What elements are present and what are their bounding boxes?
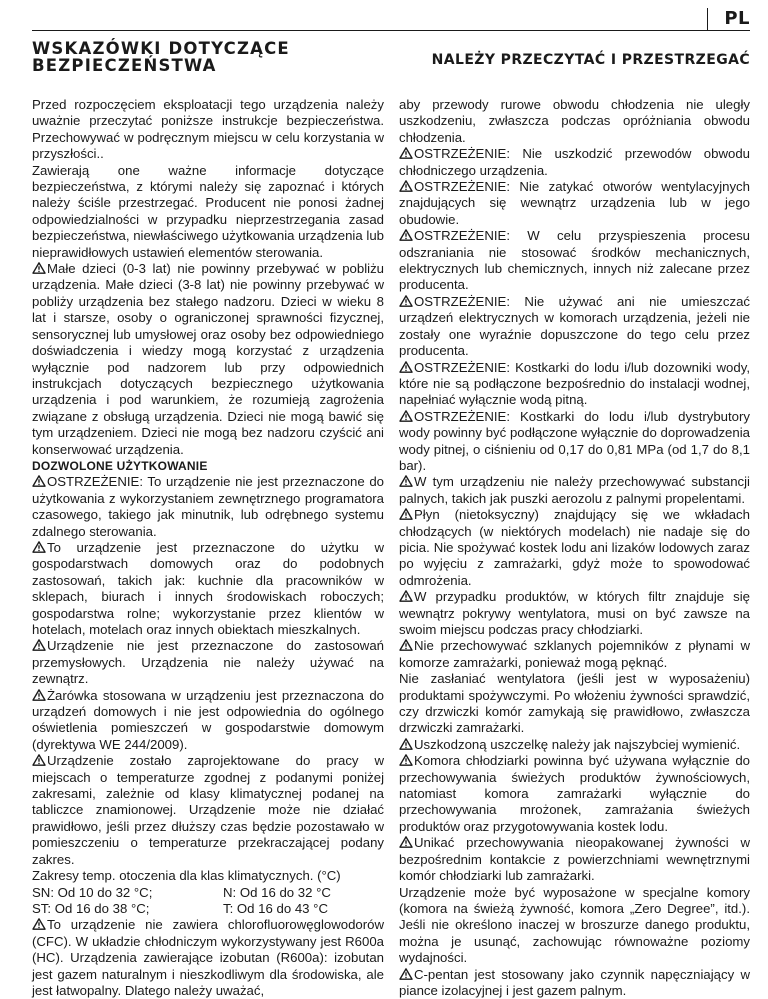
compartments-warning-text: Komora chłodziarki powinna być używana wyłącznie do przechowywania świeżych produktów żywnościowych, natomiast komora zamrażarki wyłącznie do przechowywania mrożonek, zamrażania świeżych produktów oraz przygotowywania kostek lodu. [399, 753, 750, 834]
zone-sn: SN: Od 10 do 32 °C; [32, 884, 153, 900]
bulb-warning-text: Żarówka stosowana w urządzeniu jest przeznaczona do urządzeń domowych i nie jest odpowiednia do ogólnego oświetlenia pomieszczeń w gospodarstwie domowym (dyrektywa WE 244/2009). [32, 687, 384, 752]
warning-icon [399, 508, 413, 520]
warning-icon [399, 738, 413, 750]
page-subtitle: NALEŻY PRZECZYTAĆ I PRZESTRZEGAĆ [431, 52, 750, 68]
cpentan-warning [399, 967, 750, 999]
flammable-warning-text: W tym urządzeniu nie należy przechowywać substancji palnych, takich jak puszki aerozolu z palnymi propelentami. [399, 474, 750, 506]
children-warning [32, 261, 384, 458]
climate-zones-title: Zakresy temp. otoczenia dla klas klimatycznych. (°C) [32, 868, 341, 884]
warning-icon [399, 229, 413, 241]
circuit-warning [399, 146, 750, 179]
bulb-warning [32, 688, 384, 754]
gasket-warning [399, 737, 750, 753]
warning-icon [399, 410, 413, 422]
zone-n: N: Od 16 do 32 °C [223, 884, 331, 900]
warning-icon [32, 918, 46, 930]
cfc-warning [32, 917, 384, 999]
climate-warning-text: Urządzenie zostało zaprojektowane do pracy w miejscach o temperaturze zgodnej z podanymi poniżej zakresami, zależnie od klasy klimatycznej podanej na tabliczce znamionowej. Urządzenie może nie działać prawidłowo, jeśli przez dłuższy czas będzie pozostawało w pomieszczeniu o temperaturze przekraczającej podany zakres. [32, 753, 384, 867]
cfc-warning-text: To urządzenie nie zawiera chlorofluorowęglowodorów (CFC). W układzie chłodniczym wykorzystywany jest R600a (HC). Urządzenia zawierające izobutan (R600a): izobutan jest gazem naturalnym i nieszkodliwym dla środowiska, ale jest łatwopalny. Dlatego należy uważać, [32, 917, 384, 998]
timer-warning-text: OSTRZEŻENIE: To urządzenie nie jest przeznaczone do użytkowania z wykorzystaniem zewnętrznego programatora czasowego, takiego jak minutnik, lub odrębnego systemu zdalnego sterowania. [32, 474, 384, 539]
warning-icon [399, 754, 413, 766]
warning-icon [32, 754, 46, 766]
ventilation-warning-text: OSTRZEŻENIE: Nie zatykać otworów wentylacyjnych znajdujących się wewnątrz urządzenia lub w jego obudowie. [399, 179, 750, 227]
drinking-water-warning [399, 360, 750, 409]
household-warning-text: To urządzenie jest przeznaczone do użytku w gospodarstwach domowych oraz do podobnych zastosowań, takich jak: kuchnie dla pracowników w sklepach, biurach i innych środowiskach roboczych; gospodarstwa rolne; wykorzystanie przez klientów w hotelach, motelach oraz innych obiektach mieszkalnych. [32, 539, 384, 637]
language-code: PL [724, 8, 750, 29]
special-compartments-paragraph: Urządzenie może być wyposażone w specjalne komory (komora na świeżą żywność, komora „Zero Degree”, itd.). Jeśli nie określono inaczej w broszurze danego produktu, można je usunąć, zachowując równoważne poziomy wydajności. [399, 884, 750, 966]
electrical-devices-warning [399, 294, 750, 360]
compartments-warning [399, 753, 750, 835]
unpackaged-food-warning-text: Unikać przechowywania nieopakowanej żywności w bezpośrednim kontakcie z powierzchniami wewnętrznymi komór chłodziarki lub zamrażarki. [399, 835, 750, 884]
children-warning-text: Małe dzieci (0-3 lat) nie powinny przebywać w pobliżu urządzenia. Małe dzieci (3-8 lat) nie powinny przebywać w pobliży urządzenia bez stałego nadzoru. Dzieci w wieku 8 lat i starsze, osoby o ograniczonej sprawności fizycznej, sensorycznej lub umysłowej oraz osoby bez odpowiedniego doświadczenia i wiedzy mogą korzystać z urządzenia wyłącznie pod nadzorem lub przy odpowiednich instrukcjach dotyczących bezpiecznego użytkowania urządzenia i pod warunkiem, że rozumieją zagrożenia związane z obsługą urządzenia. Dzieci nie mogą bawić się tym urządzeniem. Dzieci nie mogą bez nadzoru czyścić ani konserwować urządzenia. [32, 261, 384, 457]
circuit-warning-text: OSTRZEŻENIE: Nie uszkodzić przewodów obwodu chłodniczego urządzenia. [399, 146, 750, 178]
glass-warning-text: Nie przechowywać szklanych pojemników z płynami w komorze zamrażarki, ponieważ mogą pęknąć. [399, 638, 750, 670]
defrost-warning [399, 228, 750, 294]
warning-icon [399, 180, 413, 192]
header-tick [707, 8, 708, 30]
cpentan-warning-text: C-pentan jest stosowany jako czynnik napęczniający w piance izolacyjnej i jest gazem palnym. [399, 966, 750, 998]
header-rule [32, 30, 750, 31]
title-line-1: WSKAZÓWKI DOTYCZĄCE [32, 39, 290, 58]
warning-icon [399, 295, 413, 307]
drinking-water-warning-text: OSTRZEŻENIE: Kostkarki do lodu i/lub dozowniki wody, które nie są podłączone bezpośrednio do instalacji wodnej, napełniać wyłącznie wodą pitną. [399, 359, 750, 408]
left-column [32, 97, 384, 999]
household-warning [32, 540, 384, 638]
gasket-warning-text: Uszkodzoną uszczelkę należy jak najszybciej wymienić. [414, 736, 741, 752]
warning-icon [32, 541, 46, 553]
water-pressure-warning-text: OSTRZEŻENIE: Kostkarki do lodu i/lub dystrybutory wody powinny być podłączone wyłącznie do doprowadzenia wody pitnej, o ciśnieniu od 0,17 do 0,81 MPa (od 1,7 do 8,1 bar). [399, 408, 750, 473]
flammable-warning [399, 474, 750, 507]
electrical-devices-warning-text: OSTRZEŻENIE: Nie używać ani nie umieszczać urządzeń elektrycznych w komorach urządzenia, jeżeli nie zostały one wyraźnie dopuszczone do tego celu przez producenta. [399, 293, 750, 359]
coolant-warning-text: Płyn (nietoksyczny) znajdujący się we wkładach chłodzących (w niektórych modelach) nie nadaje się do picia. Nie spożywać kostek lodu ani lizaków lodowych zaraz po wyjęciu z zamrażarki, gdyż może to spowodować odmrożenia. [399, 507, 750, 588]
filter-warning [399, 589, 750, 638]
warning-icon [399, 836, 413, 848]
right-column [399, 97, 750, 999]
professional-warning-text: Urządzenie nie jest przeznaczone do zastosowań przemysłowych. Urządzenia nie należy używać na zewnątrz. [32, 638, 384, 687]
ventilation-warning [399, 179, 750, 228]
warning-icon [399, 361, 413, 373]
continued-paragraph: aby przewody rurowe obwodu chłodzenia nie uległy uszkodzeniu, zwłaszcza podczas opróżniania obwodu chłodzenia. [399, 97, 750, 145]
unpackaged-food-warning [399, 835, 750, 884]
warning-icon [399, 639, 413, 651]
page-title [32, 40, 372, 74]
filter-warning-text: W przypadku produktów, w których filtr znajduje się wewnątrz pokrywy wentylatora, musi on być zawsze na swoim miejscu podczas pracy chłodziarki. [399, 589, 750, 637]
zone-st: ST: Od 16 do 38 °C; [32, 900, 150, 916]
timer-warning [32, 474, 384, 540]
zone-t: T: Od 16 do 43 °C [223, 900, 328, 916]
coolant-warning [399, 507, 750, 589]
warning-icon [32, 689, 46, 701]
warning-icon [399, 590, 413, 602]
permitted-use-heading: DOZWOLONE UŻYTKOWANIE [32, 458, 208, 473]
professional-warning [32, 638, 384, 687]
warning-icon [32, 262, 46, 274]
defrost-warning-text: OSTRZEŻENIE: W celu przyspieszenia procesu odszraniania nie stosować środków mechanicznych, elektrycznych lub chemicznych, innych niż zalecane przez producenta. [399, 228, 750, 293]
warning-icon [399, 475, 413, 487]
climate-warning [32, 753, 384, 868]
glass-warning [399, 638, 750, 671]
climate-zones-table [32, 885, 384, 918]
water-pressure-warning [399, 409, 750, 475]
warning-icon [32, 475, 46, 487]
fan-paragraph: Nie zasłaniać wentylatora (jeśli jest w wyposażeniu) produktami spożywczymi. Po włożeniu żywności sprawdzić, czy drzwiczki komór zamykają się prawidłowo, zwłaszcza drzwiczki zamrażarki. [399, 671, 750, 736]
info-paragraph: Zawierają one ważne informacje dotyczące bezpieczeństwa, z którymi należy się zapoznać i których należy ściśle przestrzegać. Producent nie ponosi żadnej odpowiedzialności w przypadku nieprzestrzegania zasad bezpieczeństwa, niewłaściwego użytkowania urządzenia lub nieprawidłowych ustawień elementów sterowania. [32, 162, 384, 260]
intro-paragraph: Przed rozpoczęciem eksploatacji tego urządzenia należy uważnie przeczytać poniższe instrukcje bezpieczeństwa. Przechowywać w podręcznym miejscu w celu korzystania w przyszłości.. [32, 97, 384, 162]
warning-icon [399, 968, 413, 980]
title-line-2: BEZPIECZEŃSTWA [32, 56, 217, 75]
warning-icon [32, 639, 46, 651]
warning-icon [399, 147, 413, 159]
